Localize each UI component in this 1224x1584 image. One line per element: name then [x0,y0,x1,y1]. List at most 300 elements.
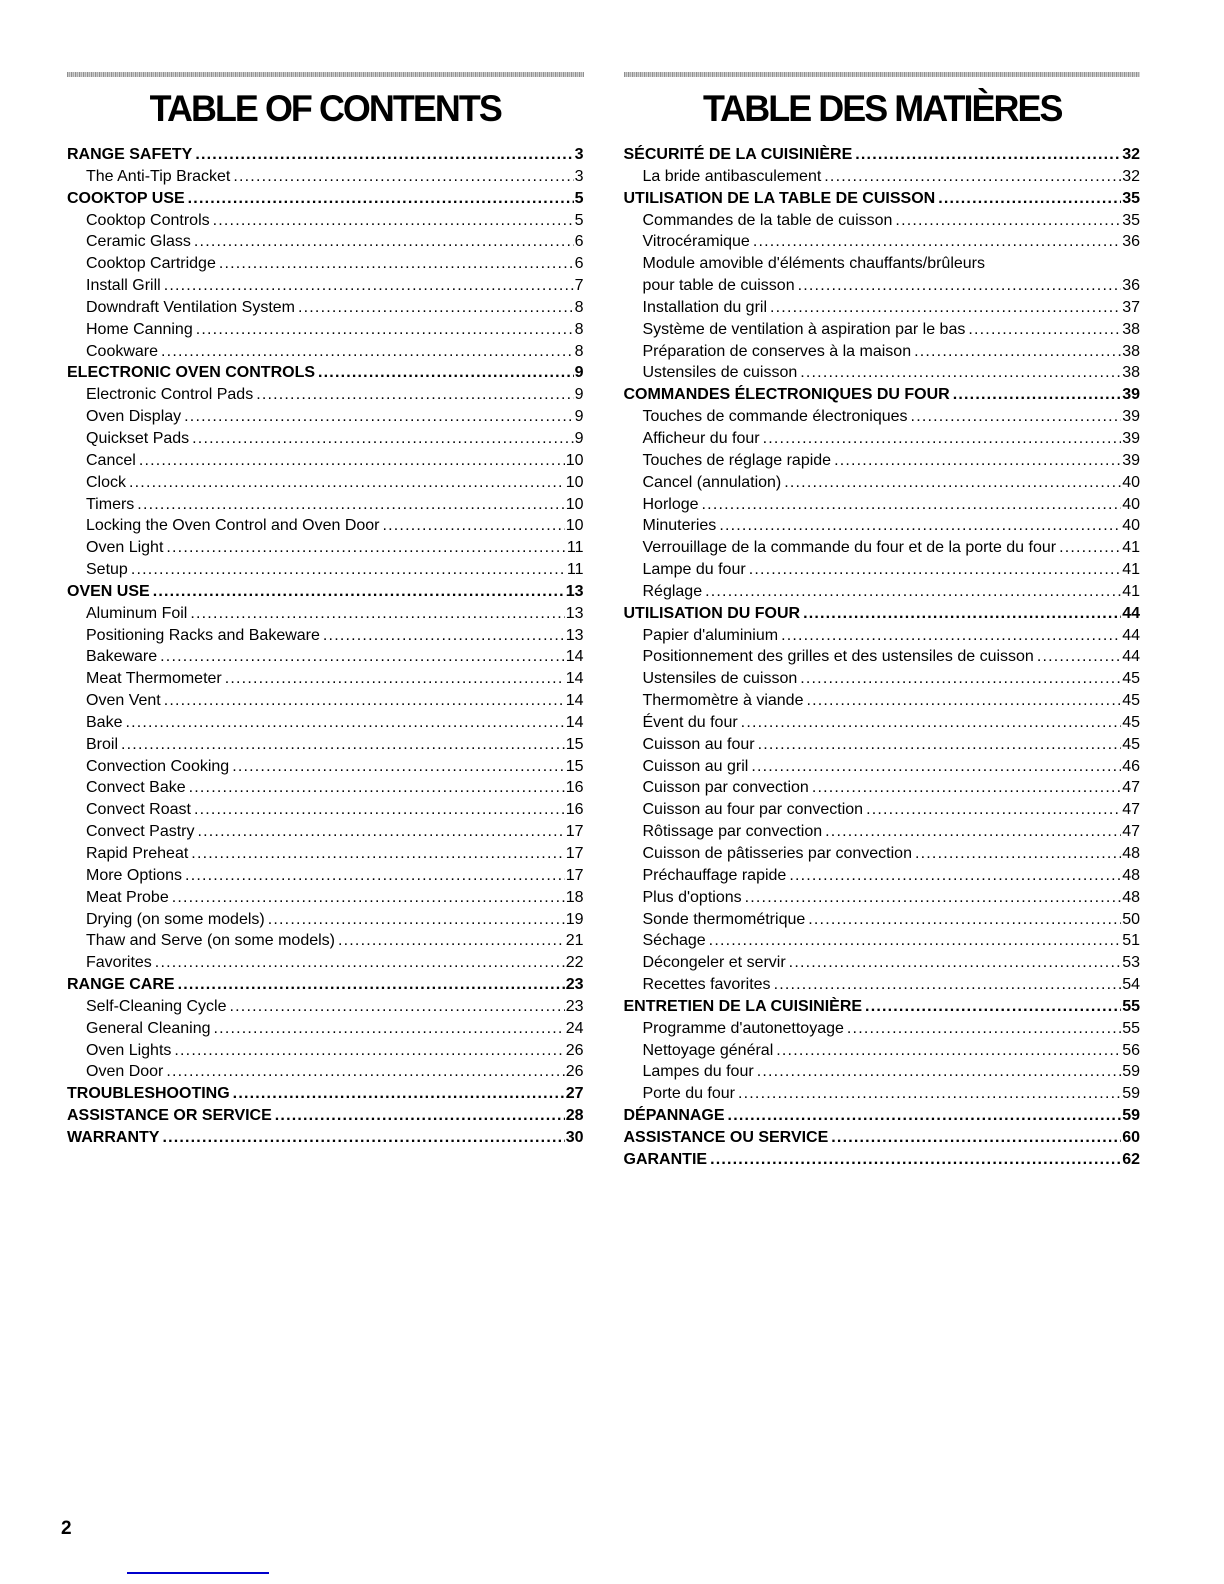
toc-entry [624,1083,1141,1105]
dot-leader [155,952,565,974]
dot-leader [895,210,1121,232]
dot-leader [806,690,1121,712]
toc-entry-page: 48 [1122,888,1140,906]
toc-entry-label: GARANTIE [623,1150,708,1168]
dot-leader [798,275,1122,297]
toc-entry-page: 9 [574,364,584,382]
dot-leader [129,472,565,494]
toc-entry [67,406,584,428]
toc-entry-page: 16 [565,801,584,819]
toc-entry-label: Drying (on some models) [86,910,265,928]
dot-leader [194,231,574,253]
toc-entry-page: 62 [1122,1150,1140,1168]
toc-entry [624,603,1141,625]
toc-entry-page: 40 [1122,495,1140,513]
toc-entry-label: Cooktop Controls [86,211,210,229]
toc-entry-label: Positionnement des grilles et des ustensiles de cuisson [642,648,1034,666]
toc-entry [624,625,1141,647]
toc-entry [624,930,1141,952]
toc-entry-page: 35 [1122,189,1140,207]
toc-entry-label: Module amovible d'éléments chauffants/brûleurs [642,255,986,273]
toc-entry-label: Oven Display [86,408,182,426]
toc-entry [67,537,584,559]
dot-leader [753,231,1121,253]
toc-entry [67,450,584,472]
toc-entry [67,821,584,843]
dot-leader [800,362,1121,384]
toc-entry-label: Cuisson au gril [642,757,749,775]
toc-entry [67,253,584,275]
toc-entry-label: Cancel (annulation) [642,473,782,491]
dot-leader [139,450,565,472]
toc-entry [624,362,1141,384]
dot-leader [911,406,1122,428]
toc-entry-page: 3 [574,146,584,163]
dot-leader [164,690,565,712]
toc-entry [67,865,584,887]
toc-entry [67,494,584,516]
toc-entry-label: Ustensiles de cuisson [642,670,798,688]
toc-entry-label: Vitrocéramique [642,233,750,251]
toc-entry-label: Verrouillage de la commande du four et de la porte du four [642,539,1057,557]
dot-leader [745,887,1122,909]
toc-entry-label: Rapid Preheat [86,845,189,862]
toc-entry-label: La bride antibasculement [642,167,822,185]
toc-entry-label: Programme d'autonettoyage [642,1019,844,1037]
toc-entry-page: 11 [566,561,584,579]
toc-entry [624,384,1141,406]
toc-entry [67,734,584,756]
toc-entry-label: Installation du gril [642,298,768,316]
toc-entry-label: DÉPANNAGE [623,1107,725,1125]
toc-entry-label: Install Grill [86,277,161,295]
dot-leader [196,319,574,341]
toc-entry-page: 18 [565,888,584,906]
toc-entry-label: Self-Cleaning Cycle [86,997,227,1015]
toc-entry-page: 23 [565,976,584,994]
toc-entry-label: Afficheur du four [642,429,760,447]
toc-entry-page: 24 [565,1019,584,1037]
toc-entry-page: 56 [1122,1041,1140,1059]
toc-entry [67,930,584,952]
toc-entry [624,450,1141,472]
dot-leader [318,362,574,384]
toc-entry-label: Système de ventilation à aspiration par le bas [642,320,966,338]
toc-entry-label: General Cleaning [86,1019,211,1037]
dot-leader [166,1061,564,1083]
toc-entry-label: Lampes du four [642,1063,754,1081]
toc-english-column [67,72,584,1171]
toc-entry [624,210,1141,232]
toc-entry [67,384,584,406]
toc-entry-label: Porte du four [642,1085,735,1103]
toc-entries-french [624,144,1141,1171]
toc-entry [67,1083,584,1105]
toc-title-french: TABLE DES MATIÈRES [702,88,1062,129]
toc-entry-page: 10 [565,517,584,535]
toc-entry-page: 50 [1122,910,1140,928]
toc-entry-page: 44 [1122,648,1140,666]
toc-entry-page: 41 [1122,561,1140,579]
toc-entry-page: 5 [574,211,584,229]
toc-entry [67,1127,584,1149]
dot-leader [121,734,565,756]
toc-entry-page: 13 [565,582,584,600]
toc-entry [67,843,584,865]
toc-entry-label: TROUBLESHOOTING [67,1085,230,1103]
dot-leader [1037,646,1121,668]
toc-entry-label: More Options [86,866,183,884]
toc-entry-page: 45 [1122,692,1140,710]
toc-entry [67,341,584,363]
toc-entry-page: 47 [1122,801,1140,819]
toc-entry [624,494,1141,516]
toc-entry-page: 21 [565,932,584,950]
dot-leader [938,188,1121,210]
toc-entry-page: 45 [1122,713,1140,731]
toc-entry-page: 10 [565,451,584,469]
toc-entry-label: Oven Lights [86,1041,172,1059]
toc-entry-page: 53 [1122,954,1140,972]
dot-leader [825,821,1121,843]
toc-entry-label: ELECTRONIC OVEN CONTROLS [67,364,316,382]
dot-leader [383,515,565,537]
toc-entry-label: Lampe du four [642,561,746,579]
dot-leader [915,843,1121,865]
dot-leader [213,210,574,232]
toc-entry-page: 14 [565,692,584,710]
toc-entry-page: 8 [574,320,584,338]
toc-entry [67,603,584,625]
toc-entry-label: UTILISATION DU FOUR [623,604,801,622]
toc-entry [67,996,584,1018]
dot-leader [781,625,1121,647]
toc-entry [624,537,1141,559]
toc-entry-page: 14 [565,713,584,731]
toc-entry-label: Favorites [86,954,152,972]
toc-entry-page: 8 [574,342,584,360]
dot-leader [214,1018,565,1040]
column-top-rule [67,72,584,77]
toc-entry-label: Commandes de la table de cuisson [642,211,893,229]
dot-leader [847,1018,1121,1040]
toc-entry [624,1018,1141,1040]
toc-entry-page: 41 [1122,539,1140,557]
toc-entry [624,341,1141,363]
toc-entry-label: ASSISTANCE OU SERVICE [623,1128,829,1146]
dot-leader [131,559,566,581]
toc-entry-label: Séchage [642,932,706,950]
dot-leader [219,253,574,275]
page-number: 2 [61,1518,72,1539]
toc-entry-page: 9 [574,408,584,426]
toc-entry-label: Convect Pastry [86,823,195,841]
toc-entry-page: 10 [565,473,584,491]
toc-entry-page: 47 [1122,823,1140,841]
toc-entry-label: Cookware [86,342,159,360]
toc-entry-page: 39 [1122,429,1140,447]
toc-entry [624,559,1141,581]
dot-leader [789,865,1121,887]
toc-entry-label: ENTRETIEN DE LA CUISINIÈRE [623,997,863,1015]
toc-entry [624,1061,1141,1083]
dot-leader [230,996,565,1018]
toc-entry-label: Nettoyage général [642,1041,774,1059]
toc-entry-label: Plus d'options [642,888,742,906]
dot-leader [256,384,573,406]
toc-entry-page: 10 [565,495,584,513]
dot-leader [763,428,1122,450]
dot-leader [188,188,574,210]
dot-leader [702,494,1122,516]
dot-leader [789,952,1122,974]
toc-entry-label: Ustensiles de cuisson [642,364,798,382]
dot-leader [164,275,574,297]
toc-entry-page: 22 [565,954,584,972]
dot-leader [268,909,565,931]
toc-entry [67,1040,584,1062]
toc-entry [67,690,584,712]
toc-french-column [624,72,1141,1171]
toc-entry-label: Oven Light [86,539,164,557]
dot-leader [774,974,1122,996]
toc-entry-label: Cancel [86,451,136,469]
toc-entry [624,1105,1141,1127]
toc-entry [67,144,584,166]
toc-entry-label: Cuisson de pâtisseries par convection [642,845,912,862]
toc-entry-page: 5 [574,189,584,207]
toc-entry-page: 45 [1122,735,1140,753]
dot-leader [738,1083,1121,1105]
toc-entry [67,515,584,537]
toc-entry-label: WARRANTY [67,1128,160,1146]
toc-entry-label: UTILISATION DE LA TABLE DE CUISSON [623,189,936,207]
dot-leader [776,1040,1121,1062]
toc-entry [67,756,584,778]
toc-entry [624,1040,1141,1062]
dot-leader [710,1149,1121,1171]
dot-leader [803,603,1121,625]
toc-entry [624,777,1141,799]
toc-entry [624,1149,1141,1171]
toc-entry [67,319,584,341]
dot-leader [855,144,1121,166]
toc-entry-label: Bake [86,713,123,731]
toc-entry [624,428,1141,450]
toc-entry-label: Touches de commande électroniques [642,408,908,426]
dot-leader [178,974,565,996]
toc-entry-label: Papier d'aluminium [642,626,779,644]
toc-entry-page: 46 [1122,757,1140,775]
toc-entry-label: Meat Thermometer [86,670,222,688]
dot-leader [172,887,565,909]
toc-entry-label: Locking the Oven Control and Oven Door [86,517,380,535]
toc-entry [67,909,584,931]
toc-entry-page: 14 [565,648,584,666]
toc-entries-english [67,144,584,1149]
dot-leader [190,603,564,625]
dot-leader [757,1061,1122,1083]
toc-entry-label: Downdraft Ventilation System [86,298,295,316]
dot-leader [233,1083,565,1105]
dot-leader [153,581,565,603]
toc-entry-label: Ceramic Glass [86,233,191,251]
dot-leader [184,406,573,428]
toc-entry [67,799,584,821]
dot-leader [298,297,574,319]
toc-entry [624,712,1141,734]
toc-entry-label: Cooktop Cartridge [86,255,216,273]
dot-leader [225,668,565,690]
dot-leader [137,494,564,516]
toc-entry [67,1061,584,1083]
dot-leader [125,712,564,734]
toc-entry-label: Positioning Racks and Bakeware [86,626,320,644]
toc-entry [624,275,1141,297]
toc-entry-label: Recettes favorites [642,976,771,994]
toc-entry-page: 55 [1122,1019,1140,1037]
toc-entry-page: 59 [1122,1107,1140,1125]
toc-entry-label: Clock [86,473,127,491]
dot-leader [174,1040,564,1062]
toc-entry-page: 39 [1122,408,1140,426]
toc-entry-page: 45 [1122,670,1140,688]
dot-leader [166,537,566,559]
dot-leader [705,581,1121,603]
dot-leader [162,1127,564,1149]
toc-entry [67,188,584,210]
toc-entry-label: Décongeler et servir [642,954,786,972]
toc-entry-label: SÉCURITÉ DE LA CUISINIÈRE [623,146,853,163]
dot-leader [866,799,1121,821]
toc-entry [67,166,584,188]
toc-entry-label: Setup [86,561,128,579]
dot-leader [189,777,565,799]
toc-entry-page: 59 [1122,1063,1140,1081]
toc-entry-page: 23 [565,997,584,1015]
toc-entry-label: COMMANDES ÉLECTRONIQUES DU FOUR [623,386,950,404]
toc-entry-page: 30 [565,1128,584,1146]
toc-entry [67,559,584,581]
toc-entry-page: 32 [1122,146,1140,163]
toc-entry-label: Horloge [642,495,699,513]
toc-entry-label: Bakeware [86,648,158,666]
toc-entry-page: 9 [574,429,584,447]
toc-entry [624,472,1141,494]
toc-entry-label: Aluminum Foil [86,604,188,622]
toc-entry-page: 44 [1122,604,1140,622]
dot-leader [192,428,573,450]
dot-leader [160,646,565,668]
toc-entry-page: 48 [1122,845,1140,862]
toc-entry [67,712,584,734]
toc-entry-page: 15 [565,735,584,753]
dot-leader [275,1105,565,1127]
toc-entry-page: 32 [1122,167,1140,185]
dot-leader [758,734,1122,756]
dot-leader [812,777,1121,799]
toc-entry-page: 17 [565,866,584,884]
toc-columns [67,72,1140,1171]
toc-entry-page: 36 [1122,233,1140,251]
toc-entry-page: 38 [1122,342,1140,360]
toc-entry-page: 28 [565,1107,584,1125]
toc-entry-page: 7 [574,277,584,295]
toc-entry [67,646,584,668]
dot-leader [719,515,1121,537]
toc-entry [624,406,1141,428]
toc-entry [67,297,584,319]
dot-leader [865,996,1121,1018]
toc-entry-page: 6 [574,233,584,251]
toc-entry-label: Minuteries [642,517,717,535]
toc-entry [624,974,1141,996]
toc-entry-label: Rôtissage par convection [642,823,823,841]
toc-entry [624,843,1141,865]
toc-entry-page: 27 [565,1085,584,1103]
toc-entry [67,1018,584,1040]
dot-leader [185,865,565,887]
toc-entry-label: Meat Probe [86,888,169,906]
toc-entry-label: Thaw and Serve (on some models) [86,932,335,950]
toc-entry-label: The Anti-Tip Bracket [86,167,231,185]
toc-entry-page: 13 [565,604,584,622]
toc-entry [67,1105,584,1127]
toc-entry [67,275,584,297]
toc-entry [624,668,1141,690]
toc-entry-page: 8 [574,298,584,316]
toc-entry-page: 48 [1122,866,1140,884]
column-top-rule [624,72,1141,77]
toc-entry-label: Réglage [642,582,703,600]
toc-entry-label: Home Canning [86,320,193,338]
toc-entry-page: 26 [565,1063,584,1081]
toc-entry [624,188,1141,210]
dot-leader [831,1127,1121,1149]
toc-entry [67,210,584,232]
toc-entry [67,581,584,603]
toc-entry-page: 41 [1122,582,1140,600]
toc-entry-label: Broil [86,735,119,753]
toc-entry-label: Cuisson par convection [642,779,809,797]
toc-entry-page: 36 [1122,277,1140,295]
toc-entry [624,253,1141,275]
dot-leader [751,756,1121,778]
toc-entry-page: 60 [1122,1128,1140,1146]
toc-entry-page: 15 [565,757,584,775]
dot-leader [194,799,565,821]
toc-entry-page: 11 [566,539,584,557]
dot-leader [953,384,1121,406]
toc-entry-label: Convect Bake [86,779,186,797]
toc-entry-label: Thermomètre à viande [642,692,804,710]
toc-entry-page: 9 [574,386,584,404]
toc-entry-label: Évent du four [642,713,738,731]
toc-entry-page: 51 [1122,932,1140,950]
toc-entry-page: 47 [1122,779,1140,797]
toc-entry-label: Touches de réglage rapide [642,451,832,469]
dot-leader [191,843,564,865]
toc-entry [624,231,1141,253]
toc-entry [67,777,584,799]
toc-entry [624,690,1141,712]
toc-entry [67,952,584,974]
dot-leader [824,166,1121,188]
toc-entry-page: 35 [1122,211,1140,229]
toc-entry-label: RANGE CARE [67,976,175,994]
toc-entry-label: RANGE SAFETY [67,146,193,163]
toc-entry-label: Préparation de conserves à la maison [642,342,912,360]
